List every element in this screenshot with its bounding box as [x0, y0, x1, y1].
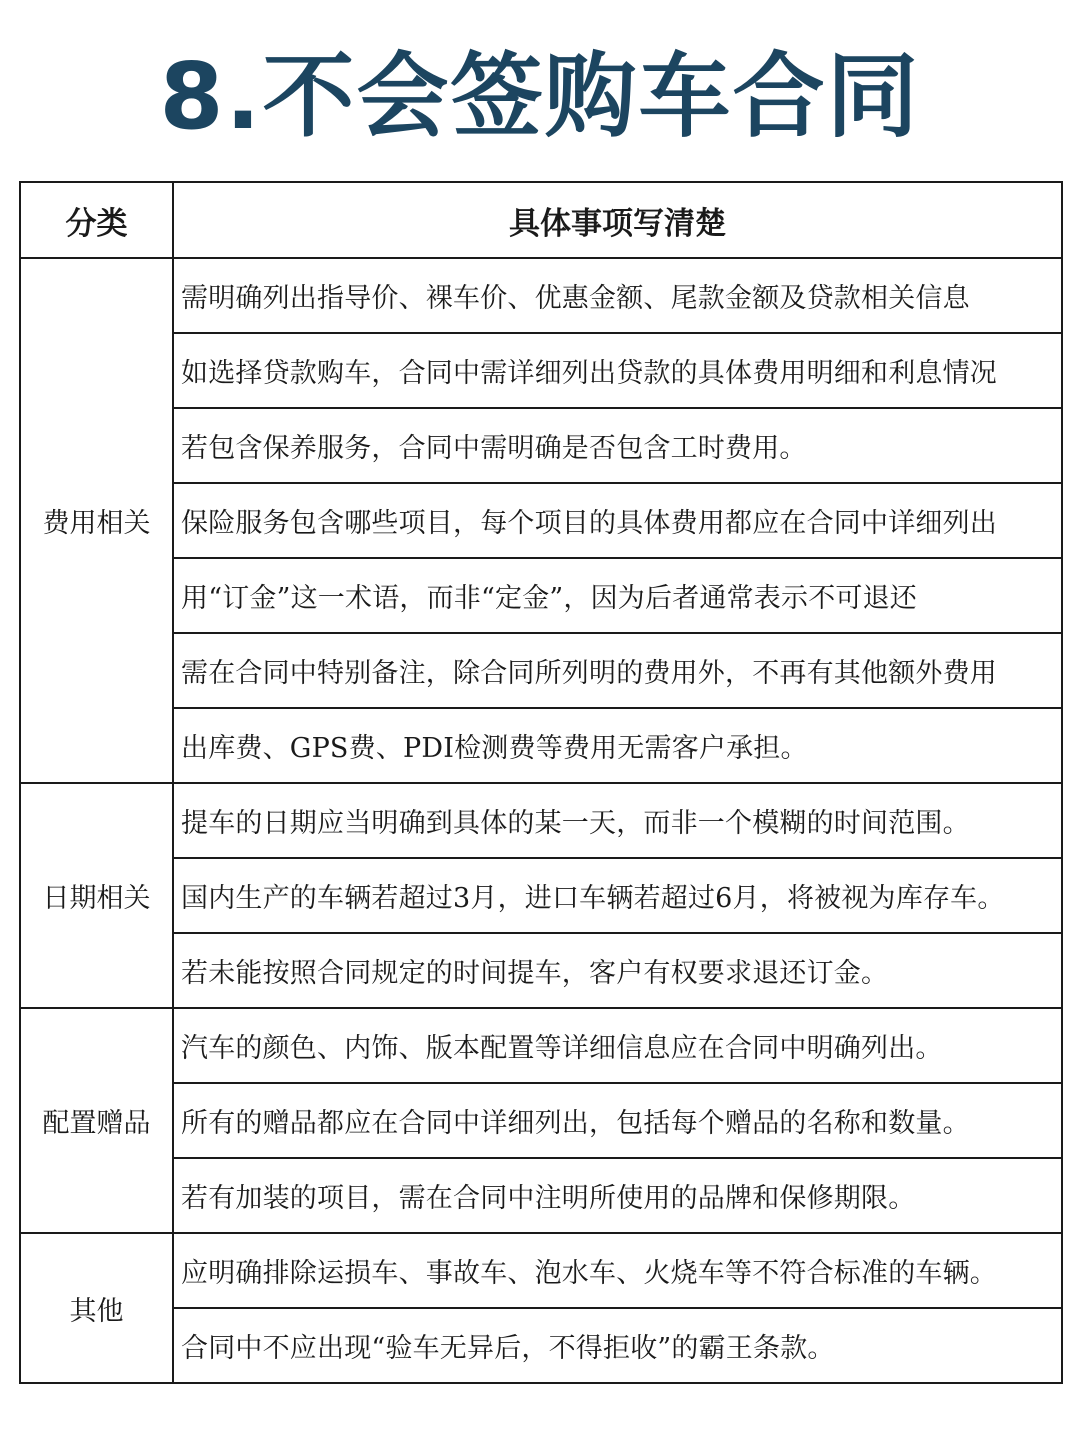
fee-item: 出库费、GPS费、PDI检测费等费用无需客户承担。 — [173, 708, 1062, 783]
fee-item: 需明确列出指导价、裸车价、优惠金额、尾款金额及贷款相关信息 — [173, 258, 1062, 333]
table-row — [20, 858, 1062, 933]
table-row — [20, 408, 1062, 483]
header-category: 分类 — [20, 182, 173, 258]
date-item: 提车的日期应当明确到具体的某一天，而非一个模糊的时间范围。 — [173, 783, 1062, 858]
table-row — [20, 708, 1062, 783]
table-row — [20, 1308, 1062, 1383]
other-item: 应明确排除运损车、事故车、泡水车、火烧车等不符合标准的车辆。 — [173, 1233, 1062, 1308]
fee-item: 用“订金”这一术语，而非“定金”，因为后者通常表示不可退还 — [173, 558, 1062, 633]
page-title: 8.不会签购车合同 — [159, 43, 921, 150]
table-row — [20, 783, 1062, 858]
table-row — [20, 333, 1062, 408]
category-config-gifts: 配置赠品 — [20, 1008, 173, 1233]
fee-item: 若包含保养服务，合同中需明确是否包含工时费用。 — [173, 408, 1062, 483]
other-item: 合同中不应出现“验车无异后，不得拒收”的霸王条款。 — [173, 1308, 1062, 1383]
table-row — [20, 1233, 1062, 1308]
table-header-row — [20, 182, 1062, 258]
contract-checklist-table — [19, 181, 1063, 1384]
table-row — [20, 483, 1062, 558]
config-item: 汽车的颜色、内饰、版本配置等详细信息应在合同中明确列出。 — [173, 1008, 1062, 1083]
table-row — [20, 258, 1062, 333]
category-fees: 费用相关 — [20, 258, 173, 783]
table-row — [20, 633, 1062, 708]
header-detail: 具体事项写清楚 — [173, 182, 1062, 258]
fee-item: 如选择贷款购车，合同中需详细列出贷款的具体费用明细和利息情况 — [173, 333, 1062, 408]
category-dates: 日期相关 — [20, 783, 173, 1008]
table-row — [20, 558, 1062, 633]
table-row — [20, 1158, 1062, 1233]
fee-item: 保险服务包含哪些项目，每个项目的具体费用都应在合同中详细列出 — [173, 483, 1062, 558]
category-other: 其他 — [20, 1233, 173, 1383]
config-item: 若有加装的项目，需在合同中注明所使用的品牌和保修期限。 — [173, 1158, 1062, 1233]
table-row — [20, 1083, 1062, 1158]
config-item: 所有的赠品都应在合同中详细列出，包括每个赠品的名称和数量。 — [173, 1083, 1062, 1158]
fee-item: 需在合同中特别备注，除合同所列明的费用外，不再有其他额外费用 — [173, 633, 1062, 708]
table-row — [20, 1008, 1062, 1083]
date-item: 国内生产的车辆若超过3月，进口车辆若超过6月，将被视为库存车。 — [173, 858, 1062, 933]
table-row — [20, 933, 1062, 1008]
date-item: 若未能按照合同规定的时间提车，客户有权要求退还订金。 — [173, 933, 1062, 1008]
